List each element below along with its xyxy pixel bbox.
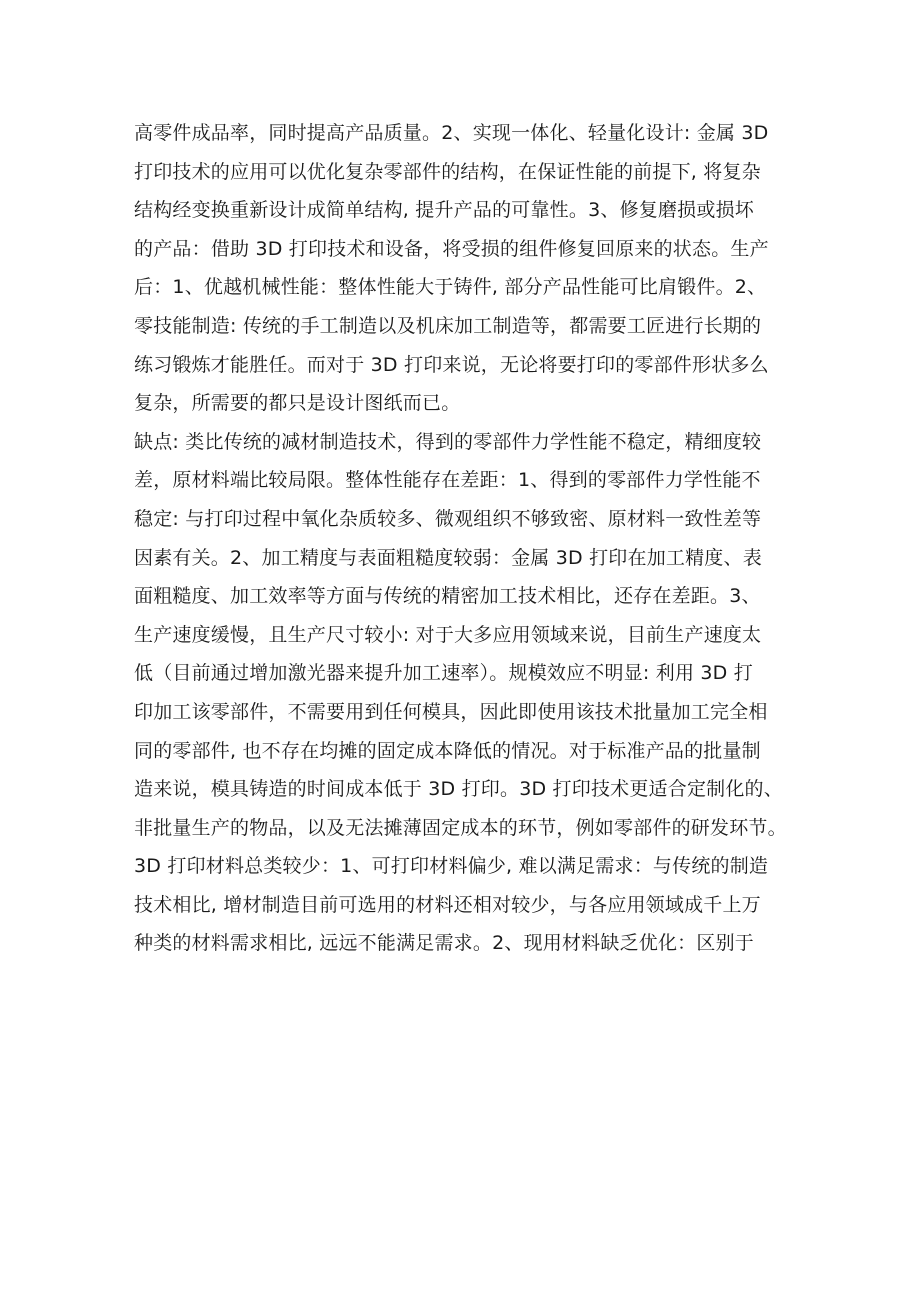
text-line: 面粗糙度、加工效率等方面与传统的精密加工技术相比，还存在差距。3、 bbox=[134, 585, 761, 608]
text-line: 练习锻炼才能胜任。而对于 3D 打印来说，无论将要打印的零部件形状多么 bbox=[134, 353, 769, 376]
text-line: 种类的材料需求相比, 远远不能满足需求。2、现用材料缺乏优化：区别于 bbox=[134, 932, 754, 955]
text-line: 差，原材料端比较局限。整体性能存在差距：1、得到的零部件力学性能不 bbox=[134, 469, 761, 492]
text-line: 后：1、优越机械性能：整体性能大于铸件, 部分产品性能可比肩锻件。2、 bbox=[134, 276, 767, 299]
body-text bbox=[134, 114, 794, 963]
text-line: 零技能制造: 传统的手工制造以及机床加工制造等，都需要工匠进行长期的 bbox=[134, 314, 762, 337]
text-line: 低（目前通过增加激光器来提升加工速率）。规模效应不明显: 利用 3D 打 bbox=[134, 662, 753, 685]
text-line: 因素有关。2、加工精度与表面粗糙度较弱：金属 3D 打印在加工精度、表 bbox=[134, 546, 762, 569]
text-line: 造来说，模具铸造的时间成本低于 3D 打印。3D 打印技术更适合定制化的、 bbox=[134, 778, 783, 801]
text-line: 生产速度缓慢，且生产尺寸较小: 对于大多应用领域来说，目前生产速度太 bbox=[134, 623, 762, 646]
text-line: 的产品：借助 3D 打印技术和设备，将受损的组件修复回原来的状态。生产 bbox=[134, 237, 769, 260]
text-line: 结构经变换重新设计成简单结构, 提升产品的可靠性。3、修复磨损或损坏 bbox=[134, 199, 754, 222]
text-line: 3D 打印材料总类较少：1、可打印材料偏少, 难以满足需求：与传统的制造 bbox=[134, 855, 769, 878]
text-line: 打印技术的应用可以优化复杂零部件的结构，在保证性能的前提下, 将复杂 bbox=[134, 160, 761, 183]
text-line: 缺点: 类比传统的减材制造技术，得到的零部件力学性能不稳定，精细度较 bbox=[134, 430, 762, 453]
text-line: 印加工该零部件，不需要用到任何模具，因此即使用该技术批量加工完全相 bbox=[134, 700, 768, 723]
text-line: 稳定: 与打印过程中氧化杂质较多、微观组织不够致密、原材料一致性差等 bbox=[134, 507, 762, 530]
text-line: 非批量生产的物品，以及无法摊薄固定成本的环节，例如零部件的研发环节。 bbox=[134, 816, 787, 839]
text-line: 复杂，所需要的都只是设计图纸而已。 bbox=[134, 392, 461, 415]
text-line: 技术相比, 增材制造目前可选用的材料还相对较少，与各应用领域成千上万 bbox=[134, 893, 761, 916]
text-line: 高零件成品率，同时提高产品质量。2、实现一体化、轻量化设计: 金属 3D bbox=[134, 122, 769, 144]
text-line: 同的零部件, 也不存在均摊的固定成本降低的情况。对于标准产品的批量制 bbox=[134, 739, 761, 762]
